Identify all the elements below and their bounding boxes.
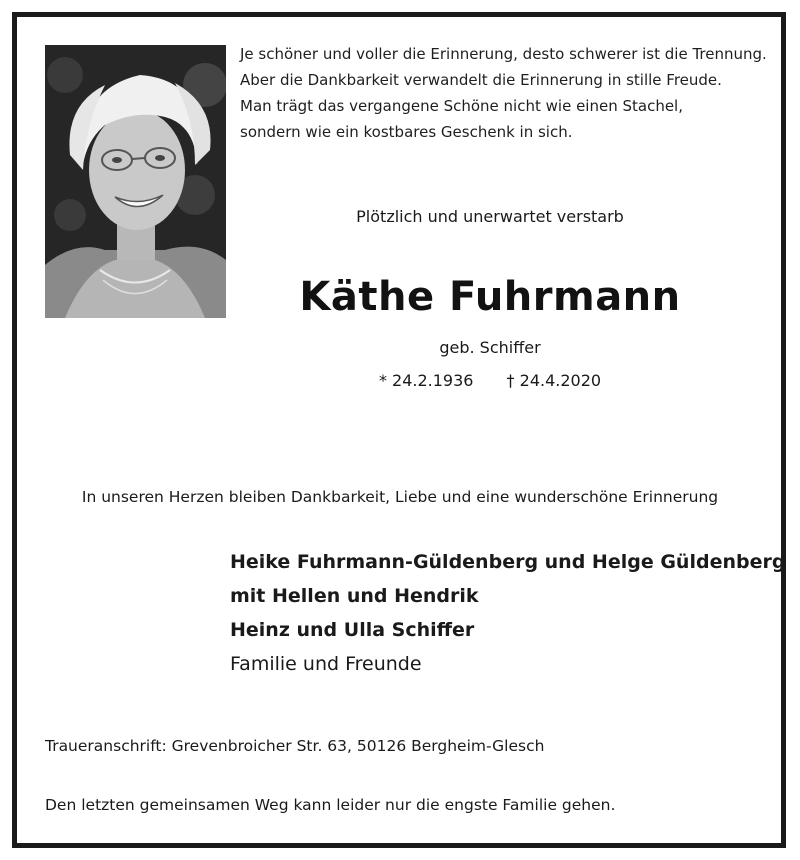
maiden-name: geb. Schiffer xyxy=(439,338,541,357)
poem-line: sondern wie ein kostbares Geschenk in sich. xyxy=(240,123,573,141)
portrait-photo xyxy=(45,45,226,318)
poem-line: Man trägt das vergangene Schöne nicht wie einen Stachel, xyxy=(240,97,683,115)
poem xyxy=(240,41,767,145)
poem-line: Je schöner und voller die Erinnerung, desto schwerer ist die Trennung. xyxy=(240,45,767,63)
mourner-line: Heinz und Ulla Schiffer xyxy=(230,619,475,641)
death-date: † 24.4.2020 xyxy=(506,371,602,390)
mourner-line: mit Hellen und Hendrik xyxy=(230,585,479,607)
mourner-line: Heike Fuhrmann-Güldenberg und Helge Güldenberg xyxy=(230,551,786,573)
life-dates xyxy=(240,371,740,390)
funeral-note: Den letzten gemeinsamen Weg kann leider nur die engste Familie gehen. xyxy=(45,796,616,814)
portrait-image xyxy=(45,45,226,318)
mourning-address: Traueranschrift: Grevenbroicher Str. 63, 50126 Bergheim-Glesch xyxy=(45,737,545,755)
closing-sentence: In unseren Herzen bleiben Dankbarkeit, Liebe und eine wunderschöne Erinnerung xyxy=(81,488,719,506)
mourners-list xyxy=(230,545,786,681)
mourner-line: Familie und Freunde xyxy=(230,653,422,675)
birth-date: * 24.2.1936 xyxy=(378,371,474,390)
deceased-name: Käthe Fuhrmann xyxy=(299,274,681,320)
death-announcement-intro: Plötzlich und unerwartet verstarb xyxy=(356,207,624,226)
poem-line: Aber die Dankbarkeit verwandelt die Erinnerung in stille Freude. xyxy=(240,71,722,89)
